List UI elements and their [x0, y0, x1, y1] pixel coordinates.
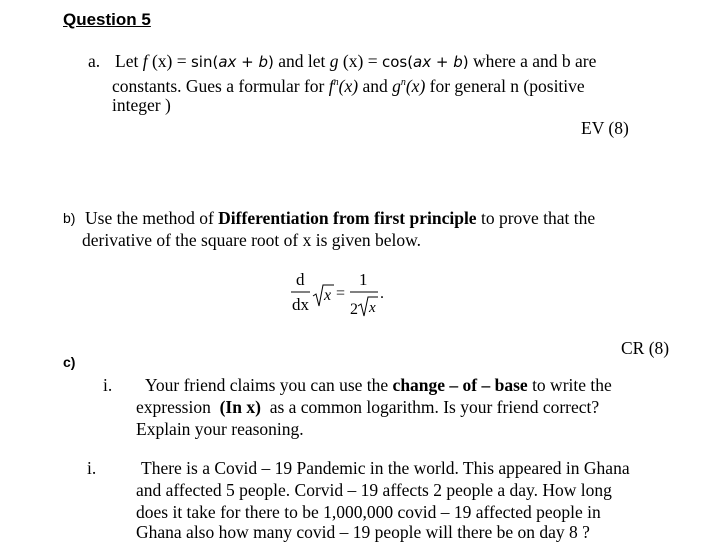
part-a-label: a. — [88, 51, 101, 71]
formula-one: 1 — [359, 270, 368, 289]
part-c-item-1-line-3: Explain your reasoning. — [136, 419, 304, 439]
part-a-line-3: integer ) — [112, 95, 171, 115]
formula-dx: dx — [292, 295, 309, 314]
part-c-item-2-line-1: There is a Covid – 19 Pandemic in the world. This appeared in Ghana — [141, 458, 630, 478]
formula-dot: . — [380, 285, 384, 302]
part-c-item-2-line-4: Ghana also how many covid – 19 people will there be on day 8 ? — [136, 522, 590, 542]
part-c-item-1-line-1: Your friend claims you can use the change – of – base to write the — [145, 375, 612, 395]
question-heading: Question 5 — [63, 10, 151, 29]
derivative-formula — [288, 268, 398, 330]
part-c-item-1-line-2: expression (In x) as a common logarithm. Is your friend correct? — [136, 397, 600, 417]
part-b-marks: CR (8) — [621, 338, 670, 358]
part-c-item-2-line-2: and affected 5 people. Corvid – 19 affects 2 people a day. How long — [136, 480, 612, 500]
part-b-line-1: Use the method of Differentiation from first principle to prove that the — [85, 208, 596, 228]
part-c-item-1-number: i. — [103, 375, 113, 395]
part-b-line-2: derivative of the square root of x is given below. — [82, 230, 422, 250]
part-a-marks: EV (8) — [581, 118, 629, 138]
part-b-label: b) — [63, 210, 76, 226]
formula-two: 2 — [350, 301, 358, 318]
part-c-item-2-line-3: does it take for there to be 1,000,000 covid – 19 affected people in — [136, 502, 601, 522]
part-a-line-1: Let f (x) = sin(ax + b) and let g (x) = cos(ax + b) where a and b are — [115, 51, 597, 71]
part-c-label: c) — [63, 354, 76, 370]
formula-d: d — [296, 270, 305, 289]
formula-x2: x — [369, 300, 376, 316]
formula-x: x — [324, 287, 332, 304]
part-a-line-2: constants. Gues a formular for $f^n(x)$ and $g^n(x)$ for general n (positive — [112, 75, 585, 96]
part-c-item-2-number: i. — [87, 458, 97, 478]
formula-equals: = — [336, 285, 346, 302]
